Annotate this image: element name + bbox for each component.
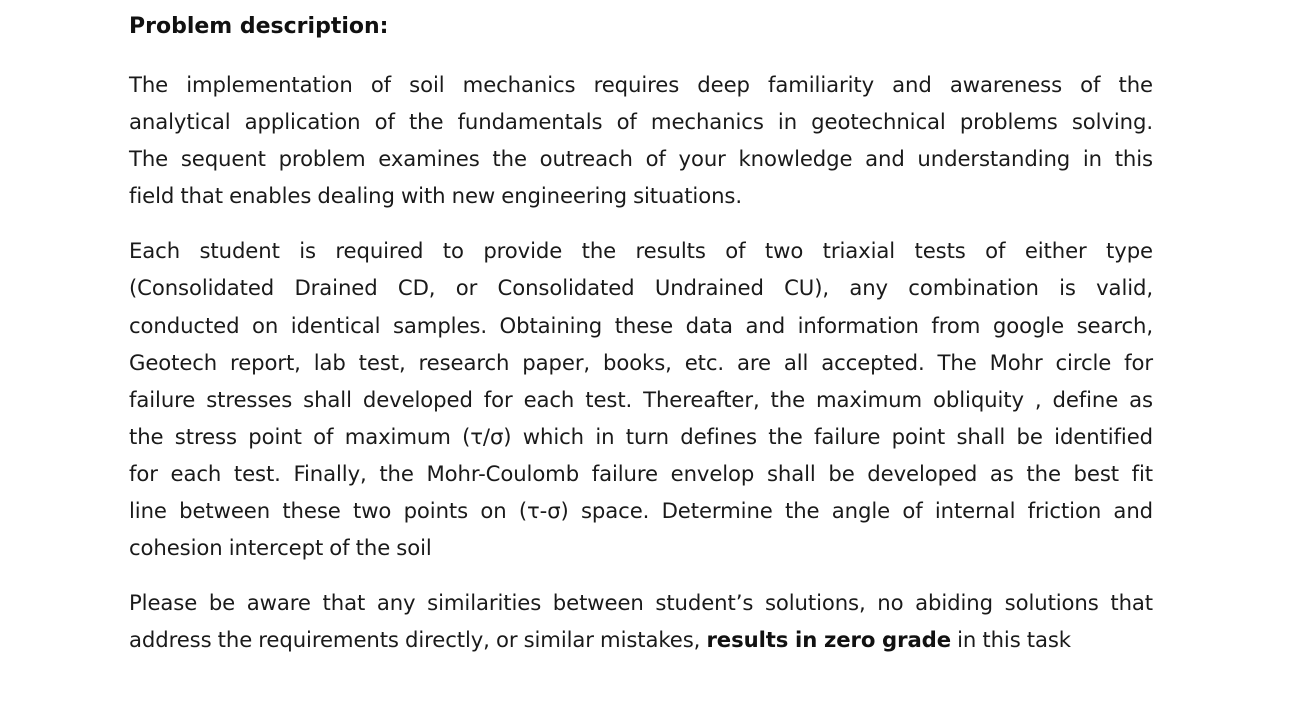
requirements-paragraph [129,232,1153,566]
document-page [129,12,1153,676]
paragraph-line: failure stresses shall developed for each test. Thereafter, the maximum obliquity , define as [129,386,1153,412]
paragraph-line: Geotech report, lab test, research paper, books, etc. are all accepted. The Mohr circle for [129,349,1153,375]
warning-text-after: in this task [951,627,1071,653]
intro-paragraph [129,66,1153,214]
paragraph-line: Each student is required to provide the results of two triaxial tests of either type [129,238,1153,264]
paragraph-line: the stress point of maximum (τ/σ) which in turn defines the failure point shall be identified [129,423,1153,449]
paragraph-line: (Consolidated Drained CD, or Consolidated Undrained CU), any combination is valid, [129,275,1153,301]
zero-grade-emphasis: results in zero grade [706,627,951,653]
paragraph-line-with-emphasis [129,621,1153,658]
paragraph-line: Please be aware that any similarities between student’s solutions, no abiding solutions that [129,590,1153,616]
warning-paragraph [129,584,1153,658]
paragraph-line: for each test. Finally, the Mohr-Coulomb failure envelop shall be developed as the best fit [129,460,1153,486]
paragraph-line: The sequent problem examines the outreach of your knowledge and understanding in this [129,146,1153,172]
problem-description-heading: Problem description: [129,14,389,39]
paragraph-line: analytical application of the fundamentals of mechanics in geotechnical problems solving. [129,109,1153,135]
paragraph-line: line between these two points on (τ-σ) space. Determine the angle of internal friction and [129,498,1153,524]
paragraph-line: field that enables dealing with new engineering situations. [129,183,742,209]
paragraph-line: conducted on identical samples. Obtaining these data and information from google search, [129,312,1153,338]
warning-text-before: address the requirements directly, or similar mistakes, [129,627,707,653]
paragraph-line: The implementation of soil mechanics requires deep familiarity and awareness of the [129,72,1153,97]
paragraph-line: cohesion intercept of the soil [129,535,432,561]
